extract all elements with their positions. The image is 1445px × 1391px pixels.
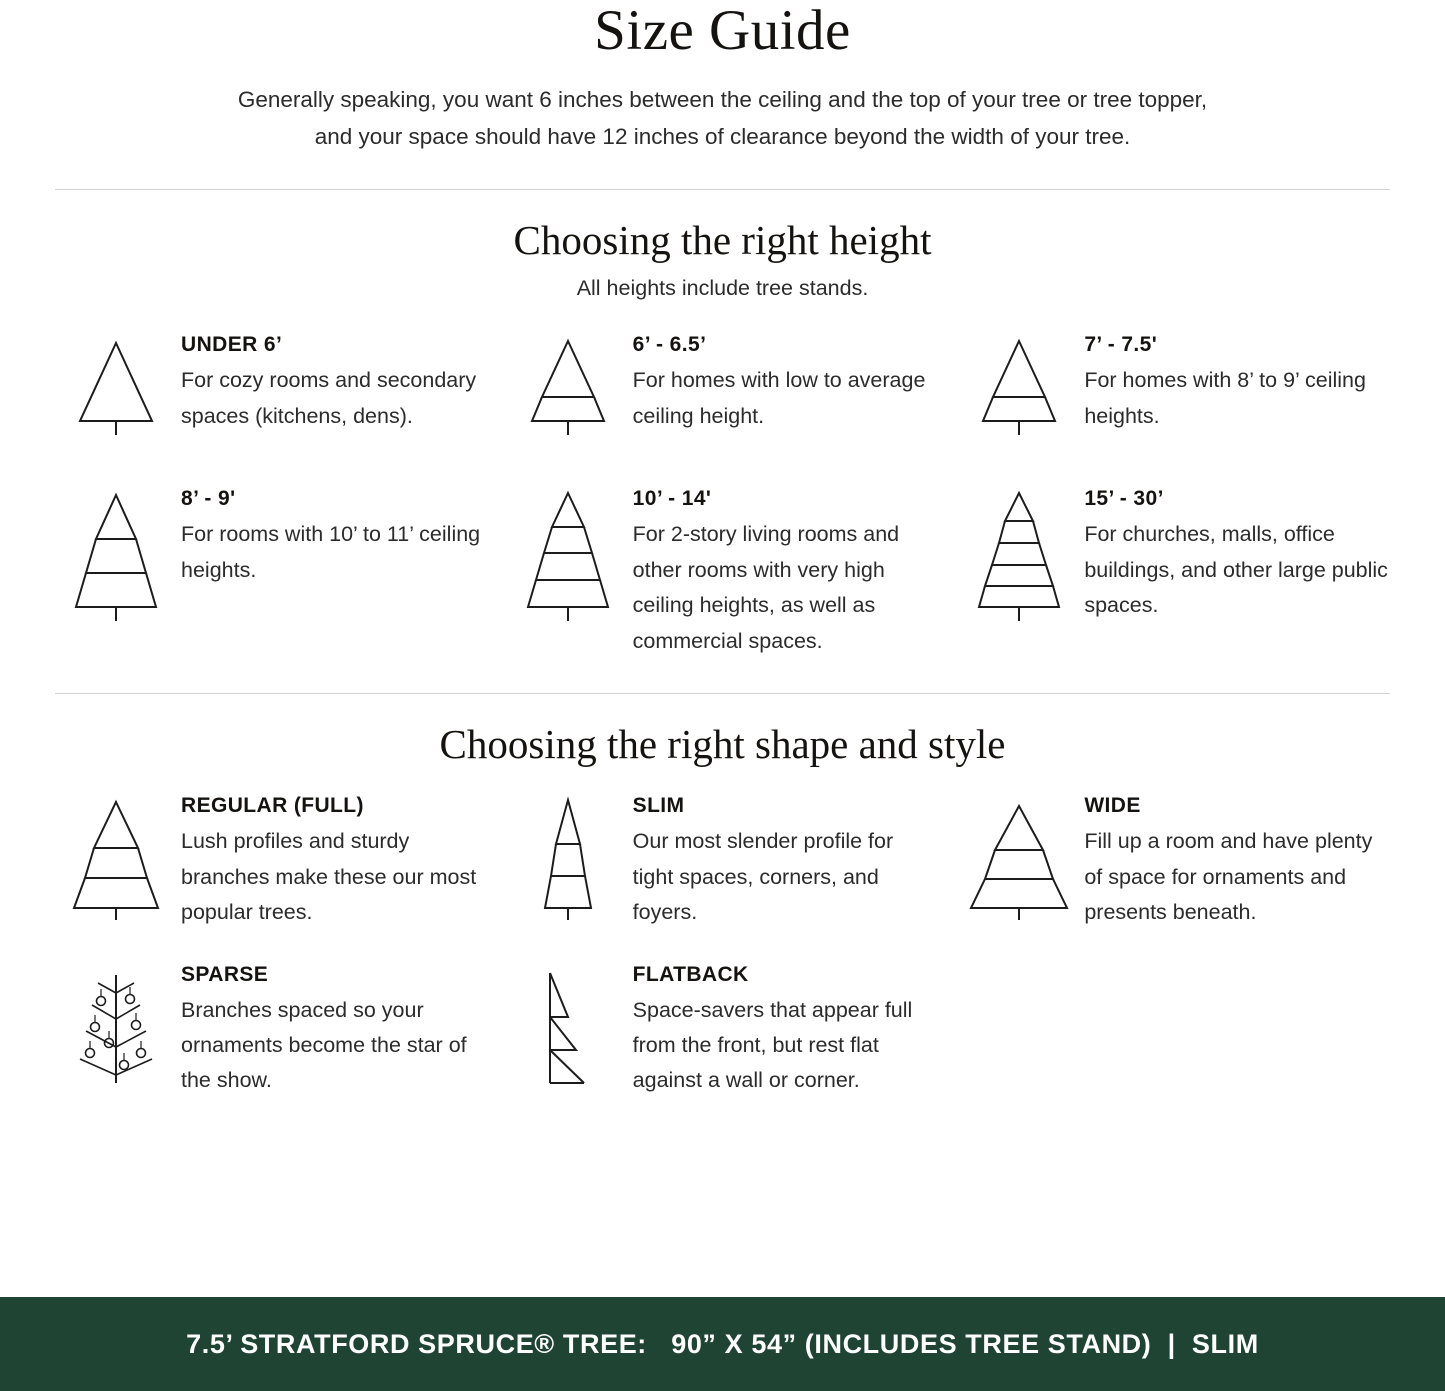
shape-item-text (177, 963, 485, 1099)
height-item-label: 7’ - 7.5' (1084, 333, 1158, 357)
height-item-text (177, 333, 485, 434)
height-item-text (1080, 487, 1388, 623)
shape-item-label: SLIM (632, 794, 685, 818)
height-item-under-6 (45, 323, 497, 449)
height-item-text (1080, 333, 1388, 434)
header (0, 0, 1445, 155)
height-item-label: 8’ - 9' (181, 487, 236, 511)
shape-item-text (629, 794, 937, 930)
height-item-desc: For cozy rooms and secondary spaces (kitchens, dens). (181, 368, 477, 428)
shape-grid-empty-cell (948, 953, 1400, 1103)
shape-section-title: Choosing the right shape and style (439, 721, 1006, 768)
tree-4-tier-icon (507, 487, 629, 629)
shape-item-desc: Lush profiles and sturdy branches make these our most popular trees. (181, 829, 477, 925)
height-item-desc: For homes with 8’ to 9’ ceiling heights. (1084, 368, 1366, 428)
footer-product-spec: 7.5’ STRATFORD SPRUCE® TREE: 90” X 54” (INCLUDES TREE STAND) | SLIM (186, 1328, 1259, 1359)
shape-item-desc: Our most slender profile for tight spaces, corners, and foyers. (632, 829, 894, 925)
shape-grid-row2 (0, 953, 1445, 1103)
height-item-desc: For homes with low to average ceiling height. (632, 368, 926, 428)
height-item-desc: For churches, malls, office buildings, and other large public spaces. (1084, 522, 1388, 618)
shape-item-desc: Branches spaced so your ornaments become the star of the show. (181, 997, 467, 1093)
height-item-text (177, 487, 485, 588)
shape-item-desc: Space-savers that appear full from the front, but rest flat against a wall or corner. (632, 997, 913, 1093)
height-section-title: Choosing the right height (513, 217, 932, 264)
shape-item-regular (45, 784, 497, 934)
height-item-6-65 (497, 323, 949, 449)
height-item-15-30 (948, 471, 1400, 663)
shape-item-text (629, 963, 937, 1099)
shape-item-wide (948, 784, 1400, 934)
tree-wide-icon (958, 794, 1080, 924)
shape-item-slim (497, 784, 949, 934)
shape-item-sparse (45, 953, 497, 1103)
tree-flatback-icon (507, 963, 629, 1093)
height-item-desc: For rooms with 10’ to 11’ ceiling heights. (181, 522, 481, 582)
divider-top (55, 189, 1390, 190)
shape-item-label: FLATBACK (632, 962, 749, 986)
shape-item-desc: Fill up a room and have plenty of space for ornaments and presents beneath. (1084, 829, 1373, 925)
height-item-text (629, 487, 937, 659)
intro-paragraph: Generally speaking, you want 6 inches between the ceiling and the top of your tree or tree topper, and your space should have 12 inches of clearance beyond the width of your tree. (237, 87, 1208, 150)
shape-item-label: REGULAR (FULL) (181, 794, 364, 818)
height-grid-row1 (0, 323, 1445, 449)
tree-1-tier-icon (55, 333, 177, 445)
shape-grid-row1 (0, 784, 1445, 934)
tree-2-tier-icon (507, 333, 629, 445)
footer-bar (0, 1297, 1445, 1391)
height-item-label: 10’ - 14' (632, 487, 712, 511)
height-section-subtitle: All heights include tree stands. (576, 276, 869, 301)
shape-item-flatback (497, 953, 949, 1103)
height-item-desc: For 2-story living rooms and other rooms with very high ceiling heights, as well as commercial spaces. (632, 522, 900, 653)
height-item-10-14 (497, 471, 949, 663)
height-item-8-9 (45, 471, 497, 663)
tree-sparse-icon (55, 963, 177, 1093)
tree-3-tier-icon (55, 487, 177, 629)
height-grid-row2 (0, 471, 1445, 663)
height-item-label: 15’ - 30’ (1084, 487, 1164, 511)
tree-5-tier-icon (958, 487, 1080, 629)
divider-middle (55, 693, 1390, 694)
shape-item-label: WIDE (1084, 794, 1141, 818)
shape-item-text (1080, 794, 1388, 930)
height-item-text (629, 333, 937, 434)
shape-item-text (177, 794, 485, 930)
tree-2-tier-icon (958, 333, 1080, 445)
shape-item-label: SPARSE (181, 962, 269, 986)
height-item-label: 6’ - 6.5’ (632, 333, 707, 357)
tree-regular-icon (55, 794, 177, 924)
height-item-label: UNDER 6’ (181, 333, 283, 357)
height-item-7-75 (948, 323, 1400, 449)
tree-slim-icon (507, 794, 629, 924)
page-title: Size Guide (594, 0, 851, 62)
